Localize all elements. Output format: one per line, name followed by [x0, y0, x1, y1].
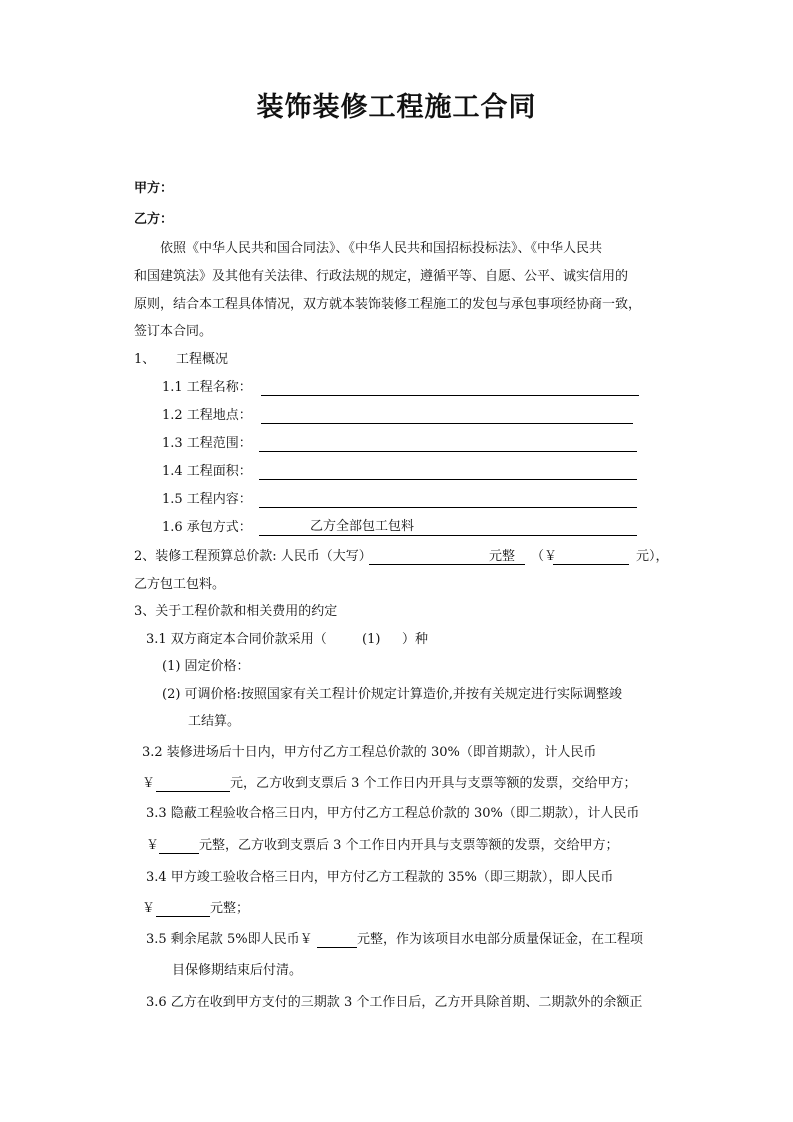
preamble-line: 原则，结合本工程具体情况，双方就本装饰装修工程施工的发包与承包事项经协商一致， — [134, 297, 642, 312]
project-location-field[interactable] — [261, 423, 633, 424]
preamble-line: 依照《中华人民共和国合同法》、《中华人民共和国招标投标法》、《中华人民共 — [160, 241, 603, 256]
price-option-fixed: (1) 固定价格： — [162, 659, 250, 674]
price-option-adjustable: (2) 可调价格:按照国家有关工程计价规定计算造价,并按有关规定进行实际调整竣 — [162, 687, 623, 702]
project-scope-field[interactable] — [259, 451, 637, 452]
project-area-label: 1.4 工程面积： — [162, 464, 252, 479]
project-content-label: 1.5 工程内容： — [162, 492, 252, 507]
clause-3-4-line1: 3.4 甲方竣工验收合格三日内，甲方付乙方工程款的 35%（即三期款），即人民币 — [146, 870, 614, 885]
project-content-field[interactable] — [259, 507, 637, 508]
third-payment-amount-field[interactable] — [156, 916, 210, 917]
party-b-label: 乙方： — [134, 212, 174, 227]
clause-3-5-line2: 目保修期结束后付清。 — [172, 963, 303, 978]
budget-yuan-zheng: 元整 — [489, 549, 516, 564]
clause-3-2-yen: ￥ — [142, 776, 156, 791]
clause-3-3-line2: 元整，乙方收到支票后 3 个工作日内开具与支票等额的发票，交给甲方； — [199, 838, 619, 853]
first-payment-amount-field[interactable] — [156, 791, 230, 792]
party-a-label: 甲方： — [134, 181, 174, 196]
project-area-field[interactable] — [259, 479, 637, 480]
clause-3-2-line2: 元，乙方收到支票后 3 个工作日内开具与支票等额的发票，交给甲方； — [230, 776, 637, 791]
clause-3-6-line1: 3.6 乙方在收到甲方支付的三期款 3 个工作日后，乙方开具除首期、二期款外的余额正 — [146, 995, 643, 1010]
contract-mode-field[interactable] — [259, 535, 637, 536]
project-location-label: 1.2 工程地点： — [162, 408, 252, 423]
budget-total-label: 2、装修工程预算总价款: 人民币（大写） — [134, 549, 372, 564]
clause-3-3-line1: 3.3 隐蔽工程验收合格三日内，甲方付乙方工程总价款的 30%（即二期款），计人民币 — [146, 806, 640, 821]
project-name-label: 1.1 工程名称： — [162, 380, 252, 395]
clause-3-4-line2: 元整； — [210, 901, 250, 916]
retention-amount-field[interactable] — [317, 947, 357, 948]
budget-yuan-close: 元）， — [636, 549, 669, 564]
clause-3-3-yen: ￥ — [146, 838, 160, 853]
price-option-adjustable-cont: 工结算。 — [188, 714, 241, 729]
budget-note: 乙方包工包料。 — [134, 577, 226, 592]
clause-3-5-text: 3.5 剩余尾款 5%即人民币￥ — [146, 932, 313, 947]
preamble-line: 签订本合同。 — [134, 324, 213, 339]
project-name-field[interactable] — [261, 395, 639, 396]
project-scope-label: 1.3 工程范围： — [162, 436, 252, 451]
clause-3-1-choice[interactable]: (1) — [362, 632, 381, 647]
document-title: 装饰装修工程施工合同 — [256, 92, 537, 123]
section-1-heading: 工程概况 — [176, 352, 229, 367]
preamble-line: 和国建筑法》及其他有关法律、行政法规的规定，遵循平等、自愿、公平、诚实信用的 — [134, 269, 629, 284]
clause-3-4-yen: ￥ — [142, 901, 156, 916]
clause-3-1-text: 3.1 双方商定本合同价款采用（ — [146, 632, 327, 647]
contract-mode-label: 1.6 承包方式： — [162, 520, 252, 535]
budget-yen-open: （￥ — [531, 549, 558, 564]
clause-3-2-line1: 3.2 装修进场后十日内，甲方付乙方工程总价款的 30%（即首期款），计人民币 — [142, 745, 597, 760]
second-payment-amount-field[interactable] — [159, 853, 199, 854]
contract-mode-value: 乙方全部包工包料 — [310, 519, 415, 534]
budget-amount-figures-field[interactable] — [553, 564, 629, 565]
clause-3-1-suffix: ）种 — [402, 632, 429, 647]
section-3-heading: 3、关于工程价款和相关费用的约定 — [134, 604, 338, 619]
clause-3-5-text-cont: 元整，作为该项目水电部分质量保证金，在工程项 — [357, 932, 644, 947]
section-1-number: 1、 — [134, 352, 156, 367]
